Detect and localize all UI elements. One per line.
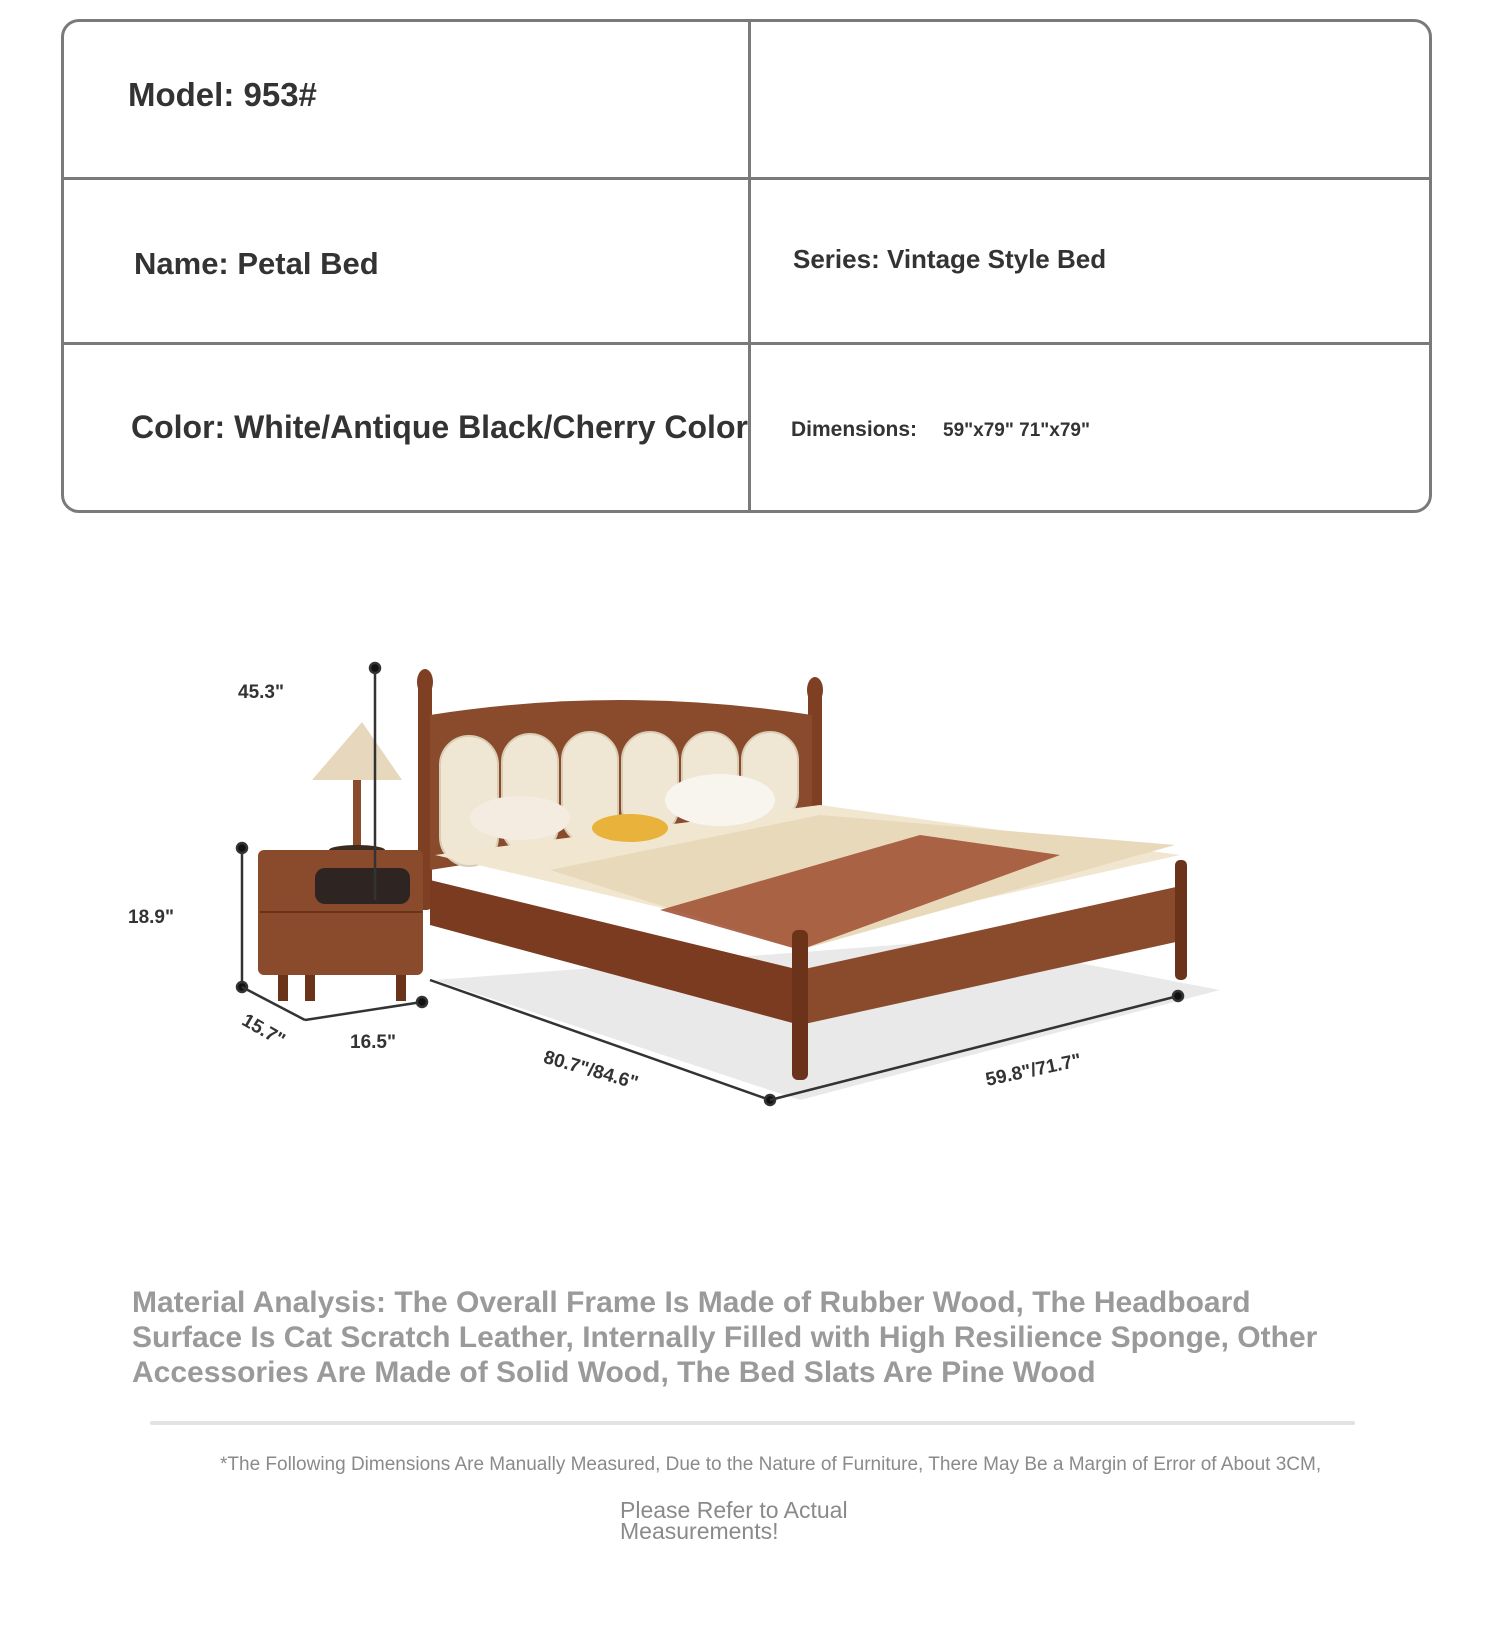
spec-table — [61, 19, 1432, 513]
bed-illustration — [100, 640, 1260, 1170]
dim-endpoint — [417, 997, 427, 1007]
name-value: Name: Petal Bed — [134, 246, 379, 281]
table-column-divider — [748, 22, 751, 510]
measurement-note: *The Following Dimensions Are Manually Measured, Due to the Nature of Furniture, There May Be a Margin of Error of About 3CM, — [220, 1454, 1322, 1475]
model-value: Model: 953# — [128, 76, 317, 113]
pillow — [470, 796, 570, 840]
dim-endpoint — [370, 663, 380, 673]
color-value: Color: White/Antique Black/Cherry Color — [131, 409, 748, 445]
lamp-stem — [353, 780, 361, 850]
lamp-shade — [312, 722, 402, 780]
material-analysis: Material Analysis: The Overall Frame Is Made of Rubber Wood, The Headboard Surface Is Cat Scratch Leather, Internally Filled with High Resilience Sponge, Other Accessories Are Made of Solid Wood, The Bed Slats Are Pine Wood — [132, 1286, 1318, 1389]
flower-cushion — [592, 814, 668, 842]
bed-leg — [1175, 860, 1187, 980]
dim-endpoint — [1173, 991, 1183, 1001]
pillow — [665, 774, 775, 826]
nightstand-leg — [278, 975, 288, 1001]
table-divider — [64, 177, 1429, 180]
dim-endpoint — [237, 843, 247, 853]
dimensions-label: Dimensions: — [791, 418, 918, 441]
dim-label-bed-width: 59.8"/71.7" — [983, 1050, 1084, 1091]
dim-label-nightstand-width: 16.5" — [350, 1032, 396, 1053]
table-divider — [64, 342, 1429, 345]
dim-label-bed-length: 80.7"/84.6" — [541, 1047, 641, 1095]
measurement-note-continued: Please Refer to Actual Measurements! — [620, 1497, 848, 1544]
post-finial-right — [807, 677, 823, 703]
nightstand-leg — [305, 975, 315, 1001]
dim-label-bed-height: 45.3" — [238, 682, 284, 703]
product-figure — [100, 640, 1260, 1170]
nightstand-panel — [315, 868, 410, 904]
dimensions-value: 59"x79" 71"x79" — [943, 420, 1090, 441]
nightstand-leg — [396, 975, 406, 1001]
section-divider — [150, 1421, 1355, 1425]
dim-label-nightstand-height: 18.9" — [128, 907, 174, 928]
bed-leg — [792, 930, 808, 1080]
post-finial-left — [417, 669, 433, 695]
series-value: Series: Vintage Style Bed — [793, 244, 1107, 274]
dim-line-nightstand-width — [305, 1002, 422, 1020]
dim-label-nightstand-depth: 15.7" — [238, 1009, 289, 1052]
